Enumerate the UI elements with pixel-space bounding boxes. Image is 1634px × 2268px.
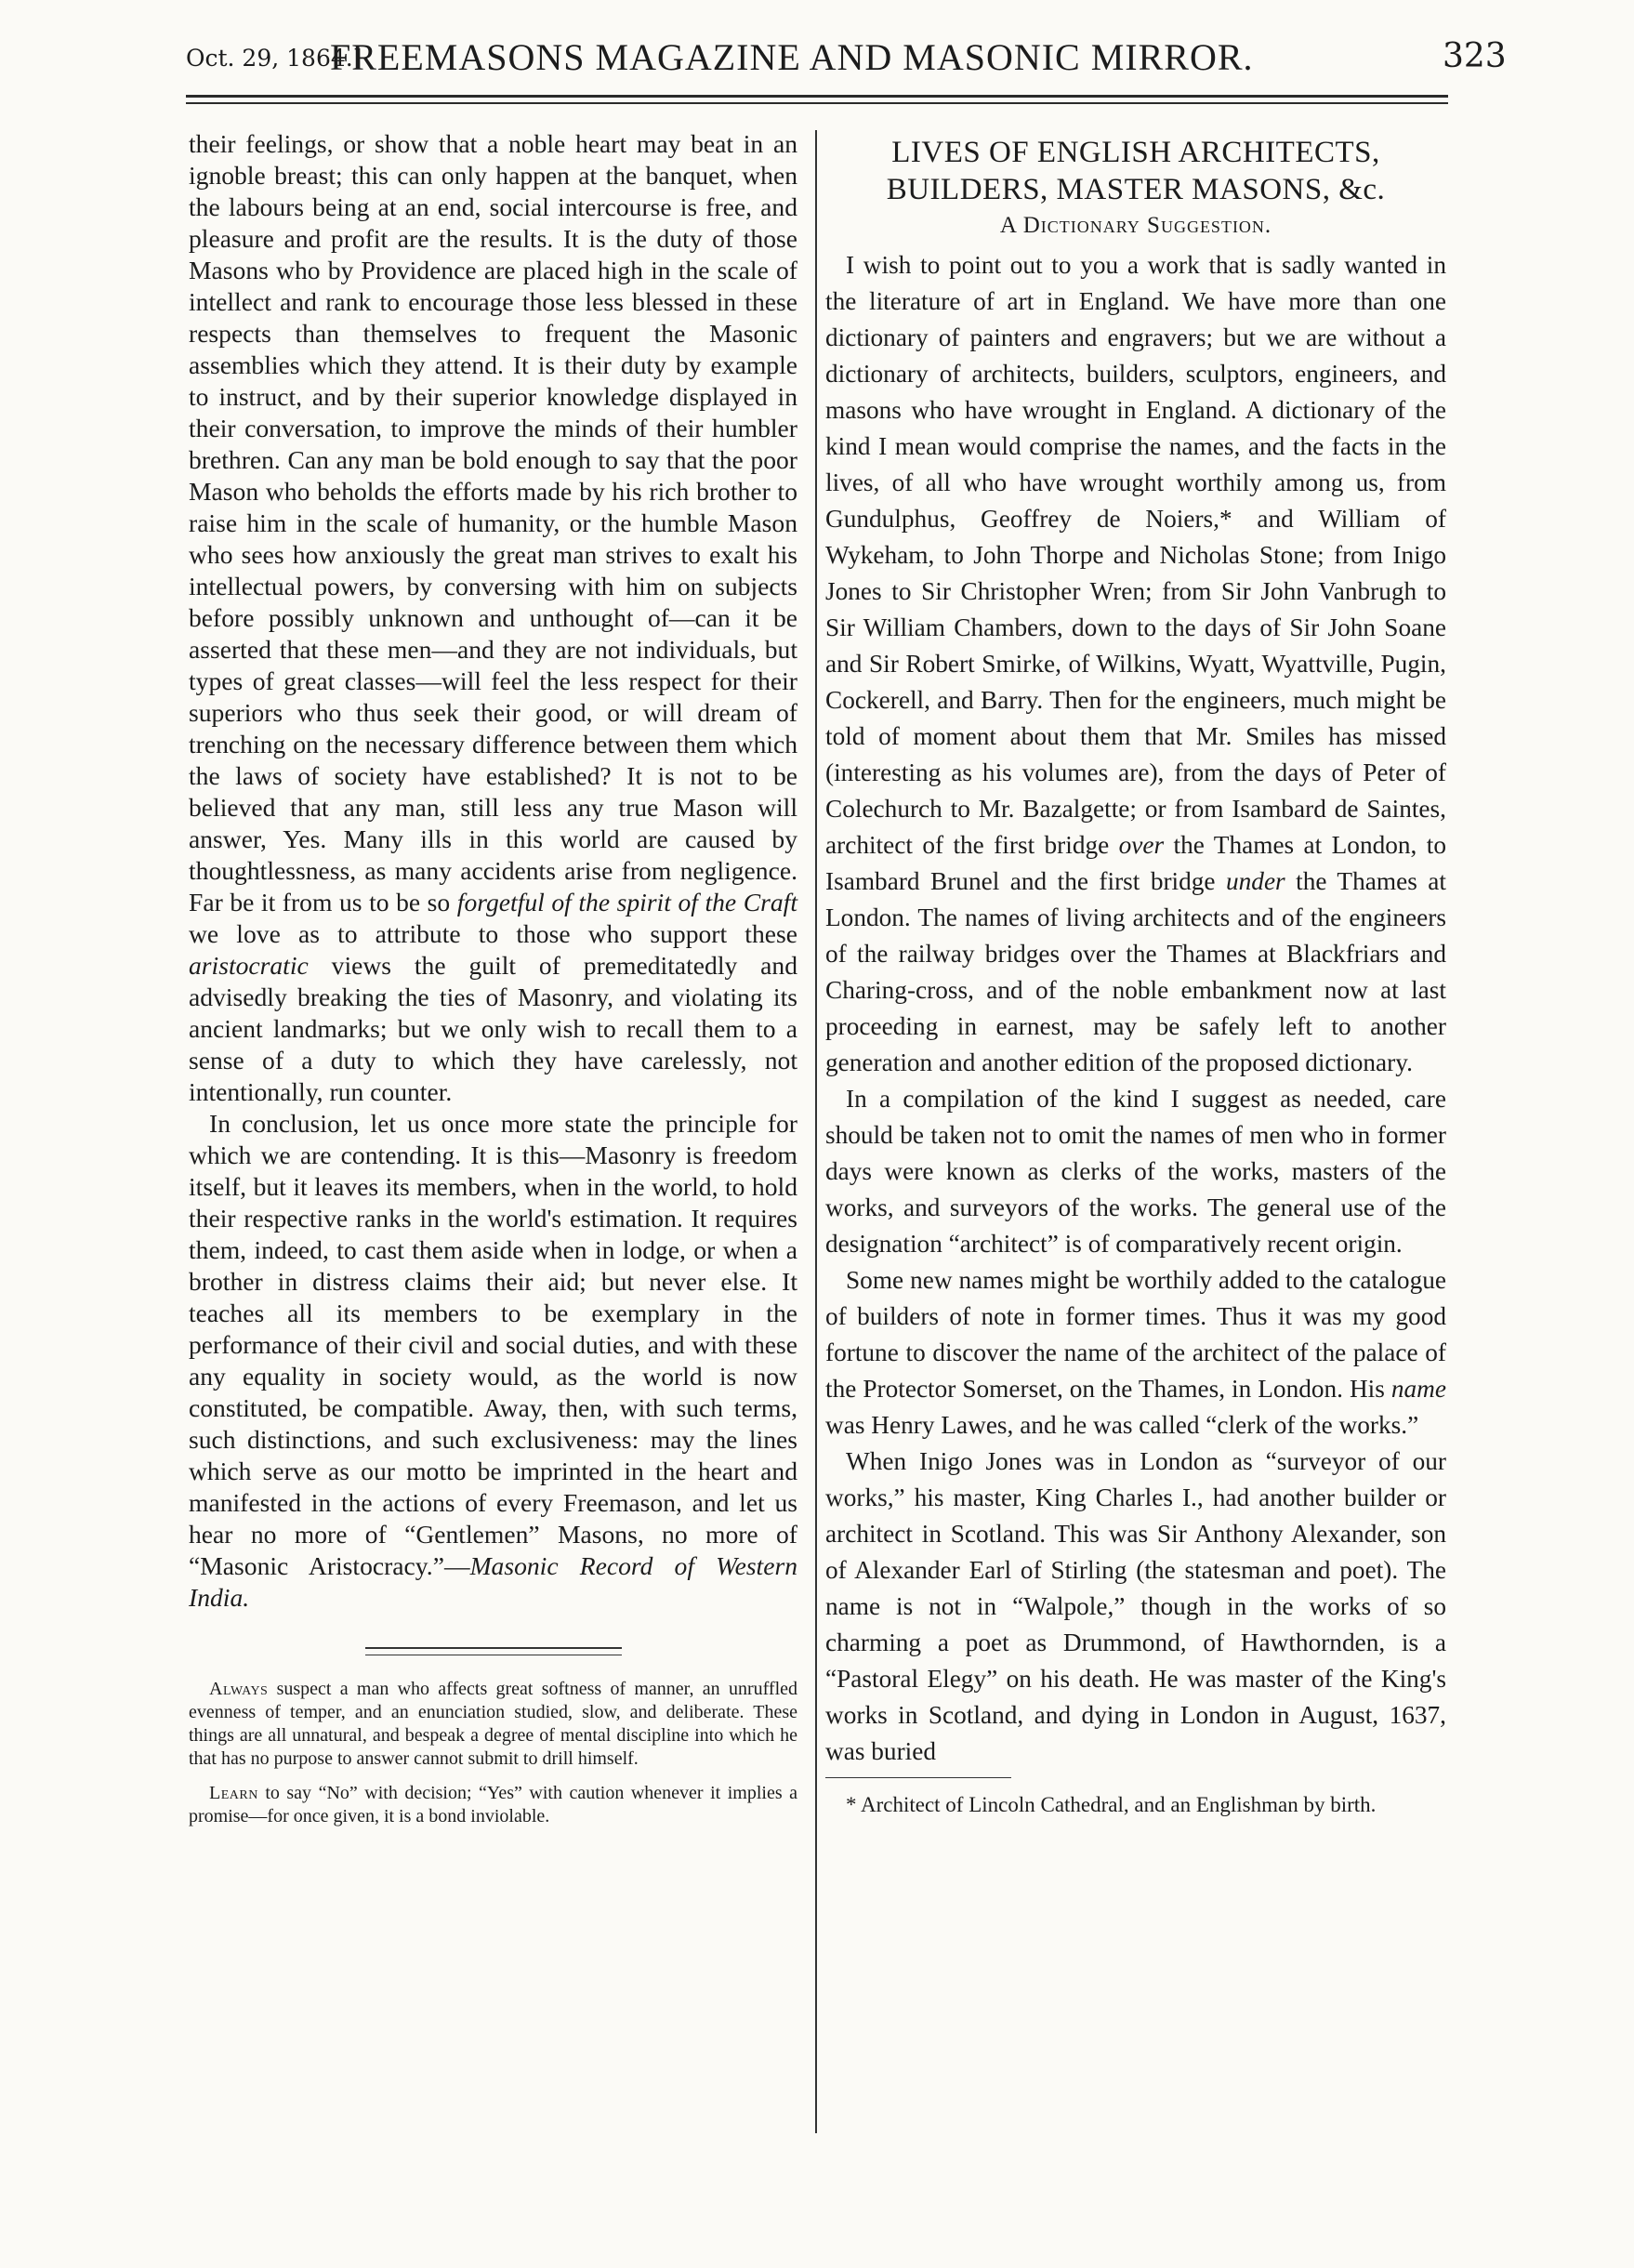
right-column [825,128,1446,1819]
right-paragraph-4: When Inigo Jones was in London as “surveyor of our works,” his master, King Charles I., had another builder or architect in Scotland. This was Sir Anthony Alexander, son of Alexander Earl of Stirling (the statesman and poet). The name is not in “Walpole,” though in the works of so charming a poet as Drummond, of Hawthornden, is a “Pastoral Elegy” on his death. He was master of the King's works in Scotland, and dying in London in August, 1637, was buried [825,1447,1446,1765]
section-rule [365,1647,622,1649]
column-divider [815,130,817,2133]
maxim-1: Always suspect a man who affects great softness of manner, an unruffled evenness of temper, and an enunciation studied, slow, and deliberate. These things are all unnatural, and bespeak a degree of mental discipline into which he that has no purpose to answer cannot submit to drill himself. [189,1679,797,1769]
footnote: * Architect of Lincoln Cathedral, and an Englishman by birth. [846,1793,1377,1816]
left-paragraph-2: In conclusion, let us once more state the principle for which we are contending. It is this—Masonry is freedom itself, but it leaves its members, when in the world, to hold their respective ranks in the world's estimation. It requires them, indeed, to cast them aside when in lodge, or when a brother in distress claims their aid; but never else. It teaches all its members to be exemplary in the performance of their civil and social duties, and with these any equality in society would, as the world is now constituted, be compatible. Away, then, with such terms, such distinctions, and such exclusiveness: may the lines which serve as our motto be imprinted in the heart and manifested in the actions of every Freemason, and let us hear no more of “Gentlemen” Masons, no more of “Masonic Aristocracy.”—Masonic Record of Western India. [189,1109,798,1612]
magazine-title: FREEMASONS MAGAZINE AND MASONIC MIRROR. [330,36,1254,78]
right-paragraph-2: In a compilation of the kind I suggest as needed, care should be taken not to omit the names of men who in former days were known as clerks of the works, masters of the works, and surveyors of the works. The general use of the designation “architect” is of comparatively recent origin. [825,1085,1446,1258]
footnote-rule [825,1777,1011,1778]
right-paragraph-1: I wish to point out to you a work that is sadly wanted in the literature of art in England. We have more than one dictionary of painters and engravers; but we are without a dictionary of architects, builders, sculptors, engineers, and masons who have wrought in England. A dictionary of the kind I mean would comprise the names, and the facts in the lives, of all who have wrought worthily among us, from Gundulphus, Geoffrey de Noiers,* and William of Wykeham, to John Thorpe and Nicholas Stone; from Inigo Jones to Sir Christopher Wren; from Sir John Vanbrugh to Sir William Chambers, down to the days of Sir John Soane and Sir Robert Smirke, of Wilkins, Wyatt, Wyattville, Pugin, Cockerell, and Barry. Then for the engineers, much might be told of moment about them that Mr. Smiles has missed (interesting as his volumes are), from the days of Peter of Colechurch to Mr. Bazalgette; or from Isambard de Saintes, architect of the first bridge over the Thames at London, to Isambard Brunel and the first bridge under the Thames at London. The names of living architects and of the engineers of the railway bridges over the Thames at Blackfriars and Charing-cross, and of the noble embankment now at last proceeding in earnest, may be safely left to another generation and another edition of the proposed dictionary. [825,251,1446,1076]
article-title: LIVES OF ENGLISH ARCHITECTS, BUILDERS, MASTER MASONS, &c. [886,136,1386,206]
article-subtitle: A Dictionary Suggestion. [999,213,1272,238]
header-rule-thick [186,95,1448,98]
page-number: 323 [1443,37,1507,75]
right-paragraph-3: Some new names might be worthily added to the catalogue of builders of note in former times. Thus it was my good fortune to discover the name of the architect of the palace of the Protector Somerset, on the Thames, in London. His name was Henry Lawes, and he was called “clerk of the works.” [825,1266,1446,1439]
left-column [189,128,797,1828]
maxims [189,1678,797,1828]
header-rule-thin [186,102,1448,104]
issue-date: Oct. 29, 1864.] [186,45,362,72]
maxim-2: Learn to say “No” with decision; “Yes” with caution whenever it implies a promise—for once given, it is a bond inviolable. [189,1783,797,1826]
left-paragraph-1: their feelings, or show that a noble heart may beat in an ignoble breast; this can only happen at the banquet, when the labours being at an end, social intercourse is free, and pleasure and profit are the results. It is the duty of those Masons who by Providence are placed high in the scale of intellect and rank to encourage those less blessed in these respects than themselves to frequent the Masonic assemblies which they attend. It is their duty by example to instruct, and by their superior knowledge displayed in their conversation, to improve the minds of their humbler brethren. Can any man be bold enough to say that the poor Mason who beholds the efforts made by his rich brother to raise him in the scale of humanity, or the humble Mason who sees how anxiously the great man strives to exalt his intellectual powers, by conversing with him on subjects before possibly unknown and unthought of—can it be asserted that these men—and they are not individuals, but types of great classes—will feel the less respect for their superiors who thus seek their good, or will dream of trenching on the necessary difference between them which the laws of society have established? It is not to be believed that any man, still less any true Mason will answer, Yes. Many ills in this world are caused by thoughtlessness, as many accidents arise from negligence. Far be it from us to be so forgetful of the spirit of the Craft we love as to attribute to those who support these aristocratic views the guilt of premeditatedly and advisedly breaking the ties of Masonry, and violating its ancient landmarks; but we only wish to recall them to a sense of a duty to which they have carelessly, not intentionally, run counter. [189,129,797,1106]
